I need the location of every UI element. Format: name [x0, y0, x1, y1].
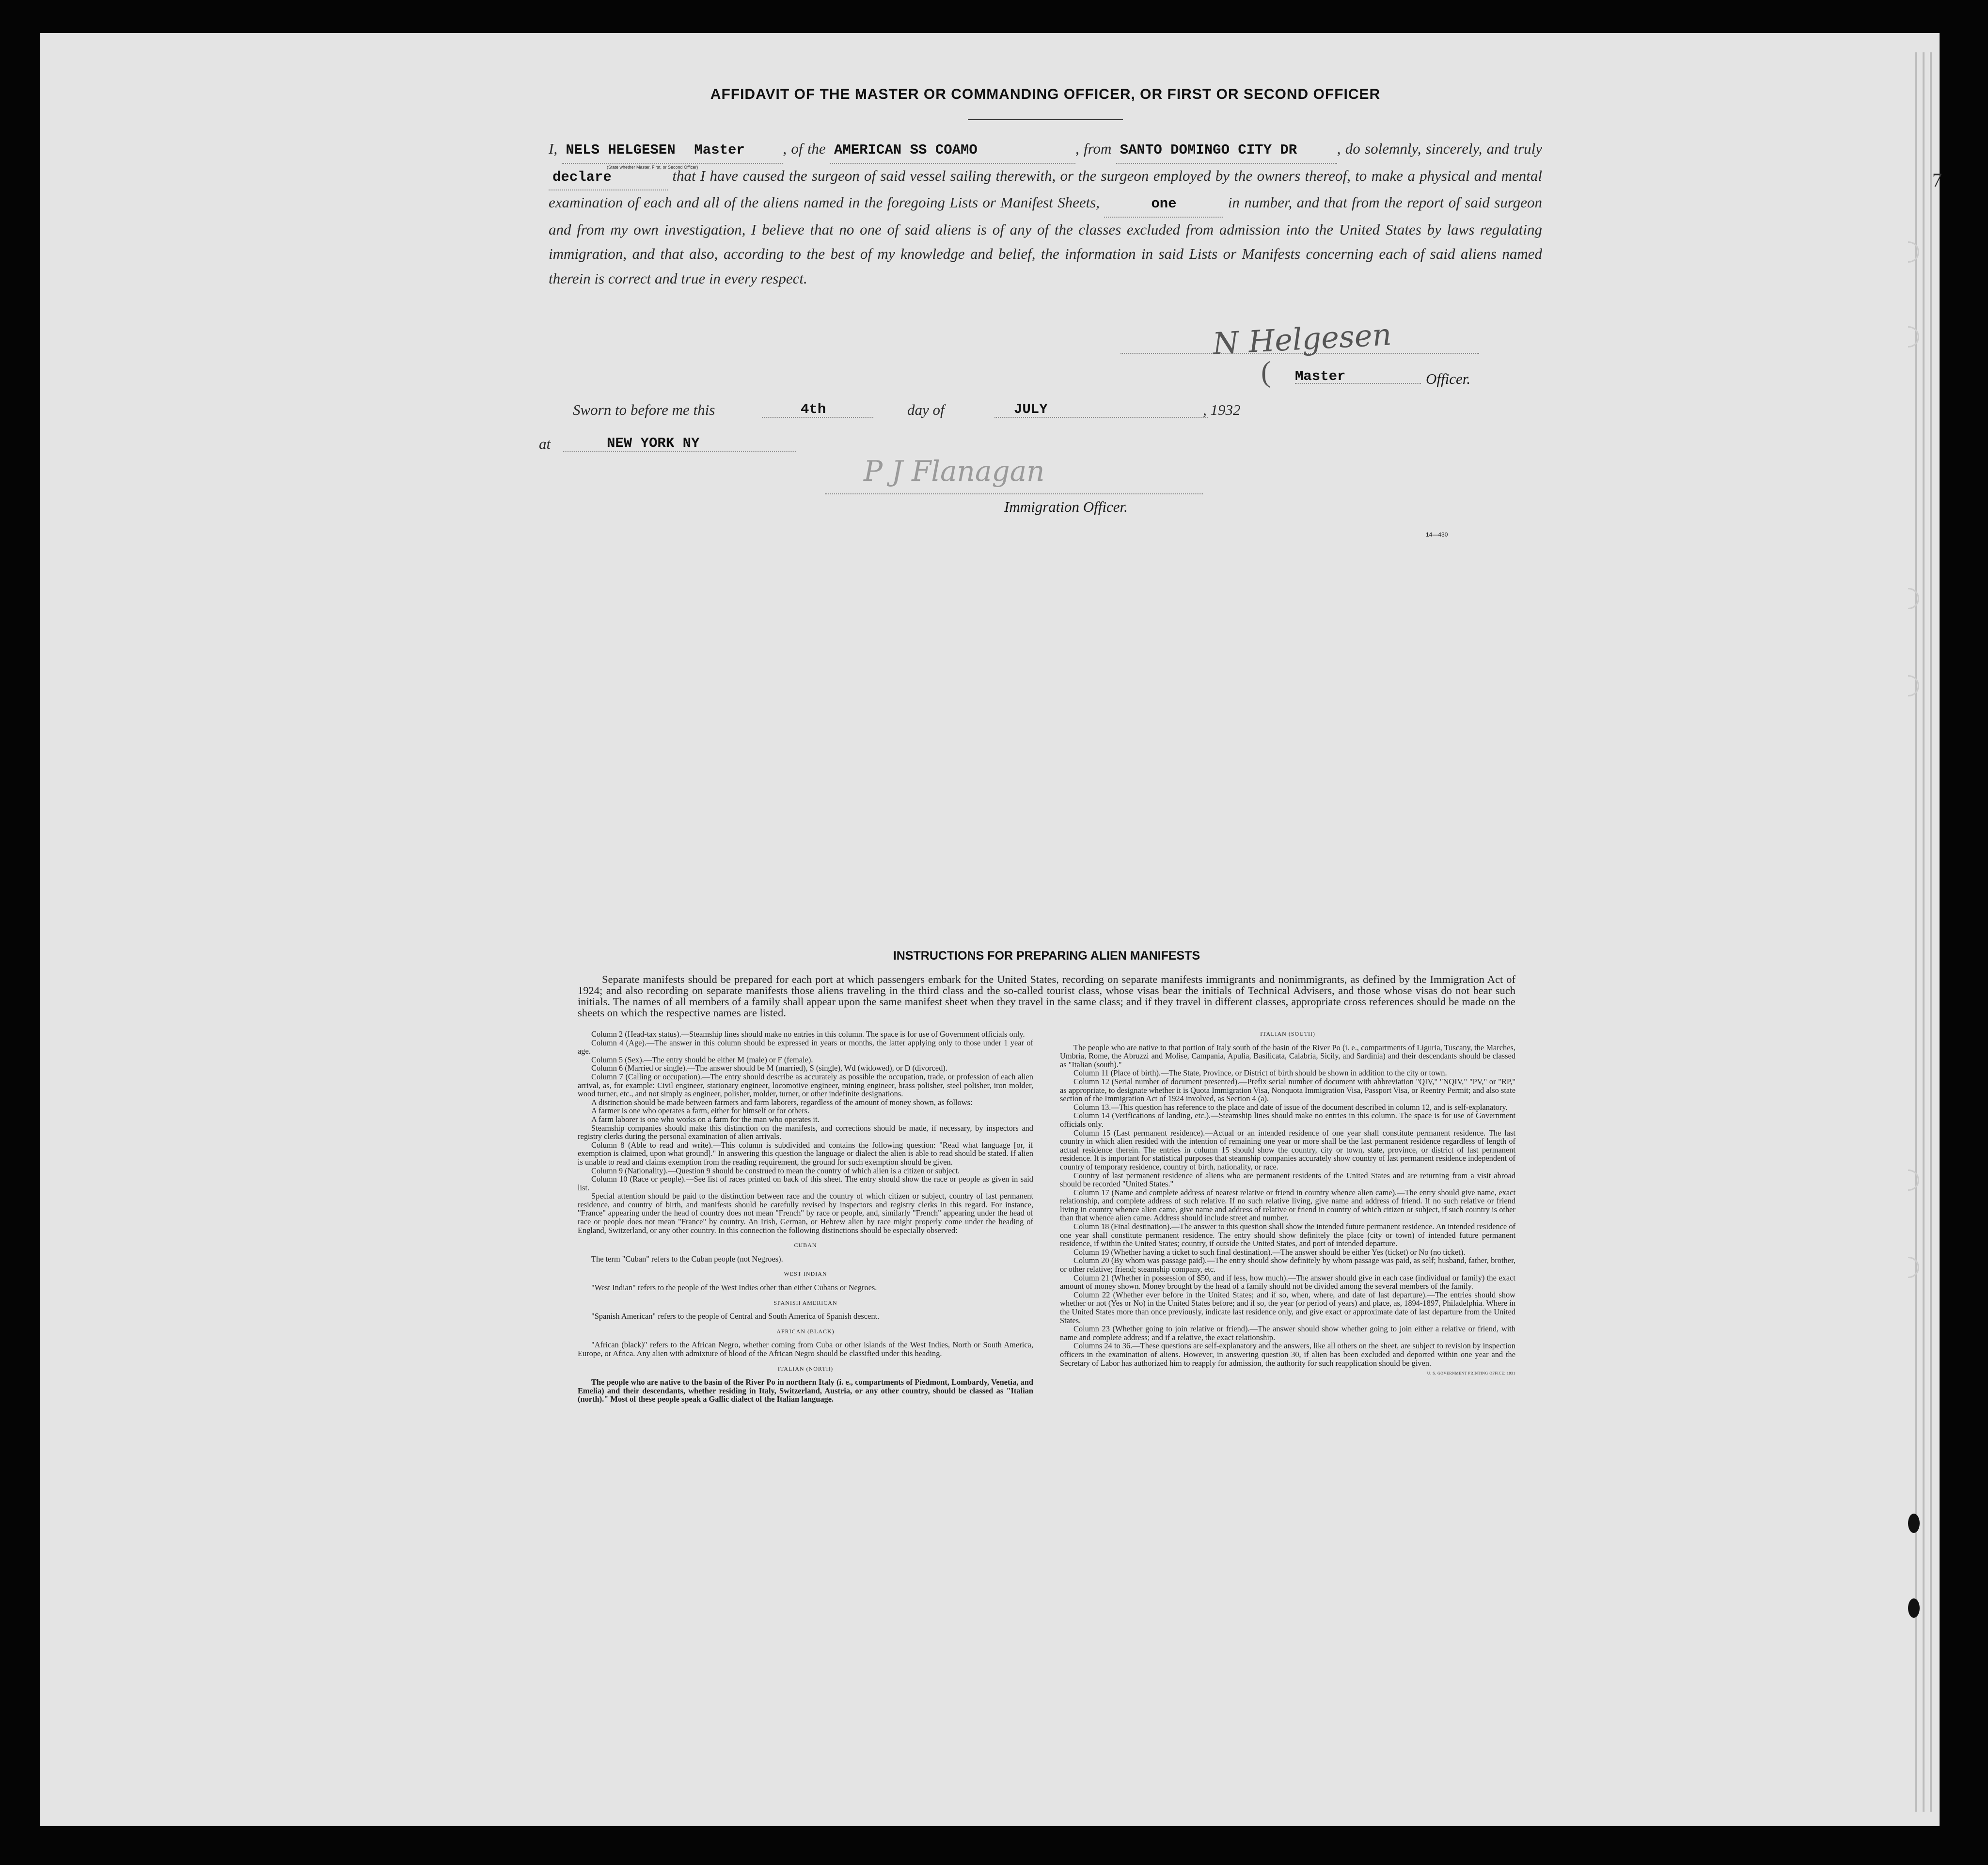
- spanish-american-heading: SPANISH AMERICAN: [773, 1299, 837, 1306]
- spanish-american-text: "Spanish American" refers to the people of Central and South America of Spanish descent.: [591, 1312, 880, 1321]
- left-column: [578, 1030, 1033, 1404]
- binder-hole: [1908, 675, 1919, 696]
- west-indian-text: "West Indian" refers to the people of the West Indies other than either Cubans or Negroes.: [591, 1283, 877, 1293]
- page-edge: [1915, 52, 1917, 1812]
- instruction-paragraph: Column 13.—This question has reference to the place and date of issue of the document described in column 12, and is self-explanatory.: [1073, 1102, 1508, 1112]
- instruction-paragraph: A farmer is one who operates a farm, either for himself or for others.: [591, 1106, 810, 1116]
- instructions-section: [578, 949, 1515, 1404]
- pronoun-i: I,: [549, 140, 558, 157]
- italian-south-heading: ITALIAN (SOUTH): [1260, 1030, 1315, 1037]
- solemnly-text: solemnly, sincerely, and truly: [1365, 140, 1543, 157]
- at-label: at: [539, 435, 551, 452]
- signature-flourish: (: [1261, 356, 1271, 388]
- binder-hole: [1908, 241, 1919, 263]
- officer-name: NELS HELGESEN: [566, 142, 676, 158]
- master-signature: N Helgesen: [1212, 316, 1393, 362]
- binder-hole-dark: [1908, 1598, 1920, 1618]
- binder-hole-dark: [1908, 1514, 1920, 1533]
- sworn-day: 4th: [801, 401, 826, 417]
- title-rule: [968, 119, 1123, 120]
- page-edge: [1923, 52, 1925, 1812]
- cuban-heading: CUBAN: [794, 1242, 817, 1249]
- do-label: , do: [1337, 140, 1360, 157]
- affidavit-text-final: in number, and that from the report of said surgeon and from my own investigation, I believe that no one of said aliens is of any of the classes excluded from admission into the United States by laws regulating immigration, and that also, according to the best of my knowledge and belief, the information in said Lists or Manifests concerning each of said aliens named therein is correct and true in every respect.: [549, 194, 1542, 287]
- instruction-paragraph: Column 18 (Final destination).—The answer to this question shall show the intended future permanent residence. An intended residence of one year shall constitute permanent residence. The entry should show definitely the place (city or town) of intended future permanent residence, if within the United States; country, if outside the United States, and port of intended departure.: [1060, 1222, 1515, 1249]
- form-number: 14—430: [1426, 531, 1448, 538]
- from-label: , from: [1075, 140, 1112, 157]
- italian-north-heading: ITALIAN (NORTH): [777, 1365, 834, 1372]
- immigration-officer-label: Immigration Officer.: [1004, 498, 1128, 515]
- instructions-intro: Separate manifests should be prepared for each port at which passengers embark for the United States, recording on separate manifests immigrants and nonimmigrants, as defined by the Immigration Act of 1924; and also recording on separate manifests those aliens traveling in the third class and the so-called tourist class, whose visas bear the initials of Technical Advisers, and those whose visas do not bear such initials. The names of all members of a family shall appear upon the same manifest sheet when they travel in the same class; and if they travel in different classes, appropriate cross references should be made on the sheets on which the respective names are listed.: [578, 973, 1515, 1019]
- binder-hole: [1908, 1257, 1919, 1278]
- binder-hole: [1908, 1170, 1919, 1191]
- instruction-paragraph: Column 9 (Nationality).—Question 9 should be construed to mean the country of which alien is a citizen or subject.: [591, 1166, 960, 1175]
- instruction-paragraph: Column 19 (Whether having a ticket to such final destination).—The answer should be either Yes (ticket) or No (no ticket).: [1073, 1247, 1466, 1257]
- instruction-paragraph: Column 11 (Place of birth).—The State, Province, or District of birth should be shown in addition to the city or town.: [1073, 1068, 1447, 1078]
- officer-rank: Master: [694, 142, 745, 158]
- departure-port: SANTO DOMINGO CITY DR: [1120, 142, 1297, 158]
- binder-hole: [1908, 588, 1919, 609]
- instructions-title: INSTRUCTIONS FOR PREPARING ALIEN MANIFESTS: [893, 949, 1200, 963]
- count-field: [1104, 190, 1223, 218]
- affidavit-body: [549, 137, 1542, 291]
- instructions-columns: [578, 1030, 1515, 1404]
- signer-rank: Master: [1295, 368, 1346, 384]
- west-indian-heading: WEST INDIAN: [784, 1270, 827, 1278]
- instruction-paragraph: Column 14 (Verifications of landing, etc.).—Steamship lines should make no entries in this column. The space is for use of Government officials only.: [1060, 1111, 1515, 1129]
- vessel-field: [830, 137, 1075, 164]
- right-paragraphs: [1060, 1043, 1515, 1368]
- instruction-paragraph: Column 15 (Last permanent residence).—Actual or an intended residence of one year shall constitute permanent residence. The last country in which alien resided with the intention of remaining one year or more shall be the last permanent residence regardless of length of actual residence therein. The entries in column 15 should show the country, city or town, state, province, or district of last permanent residence. It is important for statistical purposes that steamship companies accurately show country of last permanent residence independent of country of temporary residence, country of birth, nationality, or race.: [1060, 1128, 1515, 1171]
- sworn-month: JULY: [1014, 401, 1048, 417]
- instruction-paragraph: Column 6 (Married or single).—The answer should be M (married), S (single), Wd (widowed), or D (divorced).: [591, 1063, 947, 1073]
- instruction-paragraph: Column 23 (Whether going to join relative or friend).—The answer should show whether going to join either a relative or friend, with name and complete address; and if a relative, the exact relationship.: [1060, 1324, 1515, 1342]
- day-of-label: day of: [907, 401, 945, 418]
- of-the-label: , of the: [783, 140, 826, 157]
- instruction-paragraph: Column 22 (Whether ever before in the United States; and if so, when, where, and date of last departure).—The entries should show whether or not (Yes or No) in the United States before; and if so, the year (or period of years) and place, as, 1894-1897, Philadelphia. Where in the United States more than once previously, indicate last residence only, and give exact or approximate date of last departure from the United States.: [1060, 1290, 1515, 1325]
- affidavit-section: [549, 86, 1542, 291]
- binder-hole: [1908, 326, 1919, 348]
- affidavit-text: that I have caused the surgeon of said vessel sailing therewith, or the surgeon employed by the owners thereof, to make a physical and mental examination of each and all of the aliens named in the foregoing Lists or Manifest Sheets,: [549, 167, 1543, 211]
- instruction-paragraph: Column 2 (Head-tax status).—Steamship lines should make no entries in this column. The space is for use of Government officials only.: [591, 1029, 1025, 1039]
- right-column: [1060, 1030, 1515, 1404]
- instruction-paragraph: Column 12 (Serial number of document presented).—Prefix serial number of document with abbreviation "QIV," "NQIV," "PV," or "RP," as appropriate, to designate whether it is Quota Immigration Visa, Nonquota Immigration Visa, Passport Visa, or Reentry Permit; and also state section of the Immigration Act of 1924 involved, as Section 4 (a).: [1060, 1076, 1515, 1104]
- sworn-label: Sworn to before me this: [573, 401, 715, 418]
- printing-office-note: U. S. GOVERNMENT PRINTING OFFICE: 1931: [1427, 1371, 1515, 1376]
- african-text: "African (black)" refers to the African Negro, whether coming from Cuba or other islands of the West Indies, North or South America, Europe, or Africa. Any alien with admixture of blood of the African Negro should be classified under this heading.: [578, 1340, 1033, 1358]
- immigration-officer-signature: P J Flanagan: [864, 455, 1045, 488]
- instruction-paragraph: Column 7 (Calling or occupation).—The entry should describe as accurately as possible the occupation, trade, or profession of each alien arrival, as, for example: Civil engineer, stationary engineer, locomotive engineer, mining engineer, brass polisher, steel polisher, iron molder, wood turner, etc., and not simply as engineer, polisher, molder, turner, or other indefinite designations.: [578, 1072, 1033, 1099]
- rank-line: [1295, 383, 1421, 384]
- page-edge: [1930, 52, 1932, 1812]
- cuban-text: The term "Cuban" refers to the Cuban people (not Negroes).: [591, 1254, 783, 1264]
- instruction-paragraph: Columns 24 to 36.—These questions are self-explanatory and the answers, like all others on the sheet, are subject to revision by inspection officers in the examination of aliens. However, in answering question 30, if alien has been excluded and deported within one year and the Secretary of Labor has authorized him to reapply for admission, the authority for such reapplication should be given.: [1060, 1341, 1515, 1368]
- instruction-paragraph: Column 4 (Age).—The answer in this column should be expressed in years or months, the latter applying only to those under 1 year of age.: [578, 1038, 1033, 1056]
- imm-signature-line: [825, 493, 1203, 494]
- instruction-paragraph: Column 10 (Race or people).—See list of races printed on back of this sheet. The entry should show the race or people as given in said list.: [578, 1174, 1033, 1192]
- margin-mark: 7: [1932, 169, 1942, 191]
- affidavit-title: AFFIDAVIT OF THE MASTER OR COMMANDING OFFICER, OR FIRST OR SECOND OFFICER: [710, 86, 1381, 102]
- instruction-paragraph: Country of last permanent residence of aliens who are permanent residents of the United States and are returning from a visit abroad should be recorded "United States.": [1060, 1170, 1515, 1189]
- instruction-paragraph: Column 21 (Whether in possession of $50, and if less, how much).—The answer should give in each case (individual or family) the exact amount of money shown. Money brought by the head of a family should not be divided among the several members of the family.: [1060, 1273, 1515, 1291]
- instruction-paragraph: Special attention should be paid to the distinction between race and the country of which citizen or subject, country of last permanent residence, and country of birth, and manifests should be carefully revised by inspectors and registry clerks in this regard. For instance, "France" appearing under the head of country does not mean "French" by race or people, and, similarly "French" appearing under the head of race or people does not mean "France" by country. An Irish, German, or Hebrew alien by race might properly come under the heading of England, Switzerland, or any other country. In this connection the following distinctions should be especially observed:: [578, 1191, 1033, 1235]
- instruction-paragraph: Column 20 (By whom was passage paid).—The entry should show definitely by whom passage was paid, as self; husband, father, brother, or other relative; friend; steamship company, etc.: [1060, 1256, 1515, 1274]
- instruction-paragraph: A farm laborer is one who works on a farm for the man who operates it.: [591, 1114, 820, 1124]
- instruction-paragraph: A distinction should be made between farmers and farm laborers, regardless of the amount of money shown, as follows:: [591, 1097, 973, 1107]
- african-heading: AFRICAN (BLACK): [776, 1328, 835, 1335]
- document-page: [40, 33, 1940, 1826]
- instruction-paragraph: Column 5 (Sex).—The entry should be either M (male) or F (female).: [591, 1055, 813, 1064]
- officer-label: Officer.: [1426, 370, 1471, 387]
- instruction-paragraph: Steamship companies should make this distinction on the manifests, and corrections should be made, if necessary, by inspectors and registry clerks during the personal examination of alien arrivals.: [578, 1123, 1033, 1141]
- instruction-paragraph: Column 17 (Name and complete address of nearest relative or friend in country whence alien came).—The entry should give name, exact relationship, and complete address of such relative. If no such relative living, give name and address of friend. If no such relative or friend living in country whence alien came, give name and address of relative or friend in country of which citizen or subject, if such country is other than that whence alien came. Address should include street and number.: [1060, 1187, 1515, 1223]
- sworn-location: NEW YORK NY: [607, 435, 700, 451]
- port-field: [1116, 137, 1337, 164]
- sheet-count: one: [1151, 196, 1177, 212]
- left-paragraphs: [578, 1030, 1033, 1234]
- instruction-paragraph: The people who are native to that portion of Italy south of the basin of the River Po (i. e., compartments of Liguria, Tuscany, the Marches, Umbria, Rome, the Abruzzi and Molise, Campania, Apulia, Basilicata, Calabria, Sicily, and Sardinia) and their descendants should be classed as "Italian (south).": [1060, 1043, 1515, 1069]
- declare-word: declare: [552, 169, 612, 185]
- rank-note: (State whether Master, First, or Second Officer): [607, 165, 698, 170]
- instruction-paragraph: Column 8 (Able to read and write).—This column is subdivided and contains the following question: "Read what language [or, if exemption is claimed, upon what ground]." In answering this question the language or dialect the alien is able to read should be stated. If alien is unable to read and claims exemption from the reading requirement, the ground for such exemption should be given.: [578, 1140, 1033, 1167]
- sworn-year: , 1932: [1203, 401, 1241, 418]
- italian-north-text: The people who are native to the basin of the River Po in northern Italy (i. e., compartments of Piedmont, Lombardy, Venetia, and Emelia) and their descendants, whether residing in Italy, Switzerland, Austria, or any other country, should be classed as "Italian (north)." Most of these people speak a Gallic dialect of the Italian language.: [578, 1377, 1033, 1404]
- vessel-name: AMERICAN SS COAMO: [834, 142, 978, 158]
